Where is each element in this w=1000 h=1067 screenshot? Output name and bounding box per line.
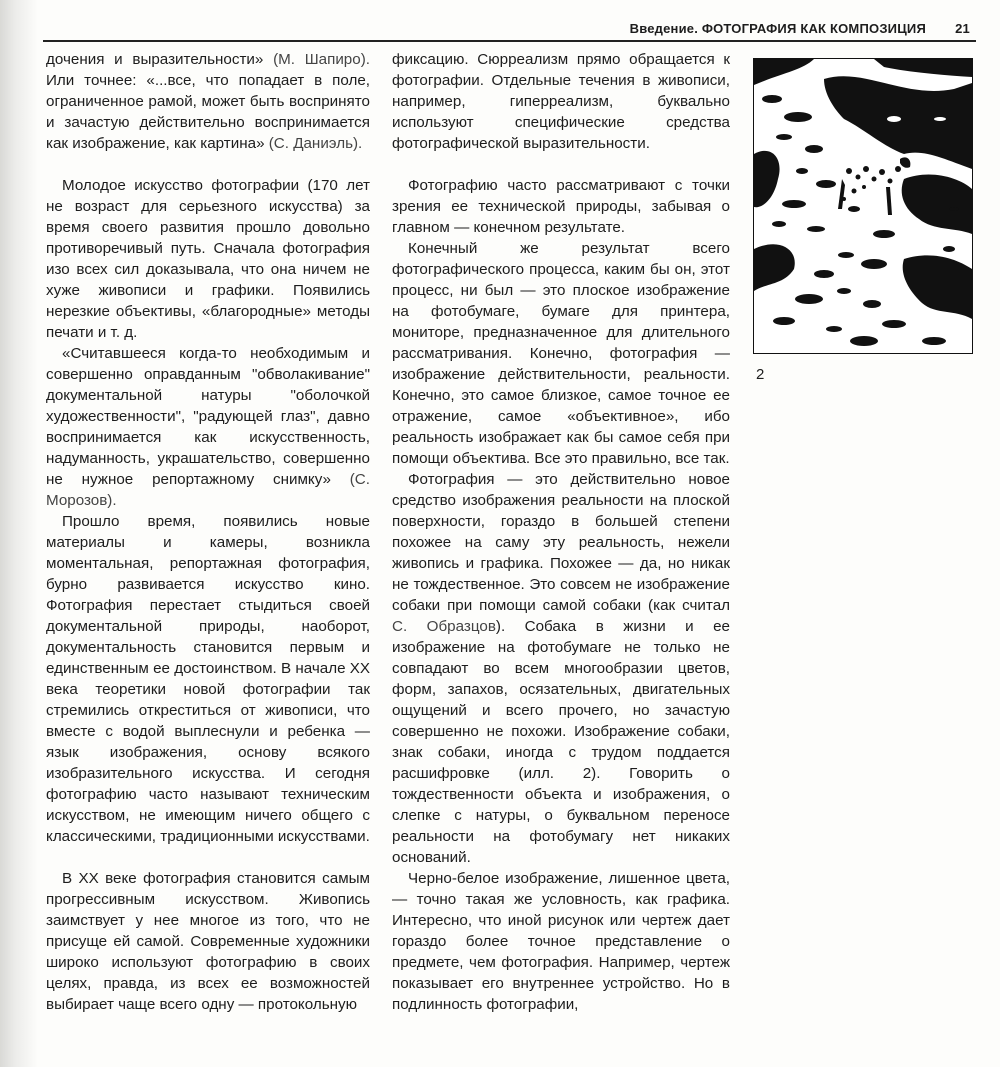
figure-caption: 2 [756, 366, 765, 383]
paragraph: Фотография — это действительно новое средство изображения реальности на плоской поверхности, гораздо в большей степени похожее на саму эту реальность, нежели живопись и графика. Похожее — да, но никак не тождественное. Это совсем не изображение собаки при помощи самой собаки (как считал С. Образцов). Собака в жизни и ее изображение на фотобумаге не только не совпадают во всем многообразии цветов, форм, запахов, осязательных, двигательных ощущений и всего прочего, но зачастую совершенно не похожи. Изображение собаки, знак собаки, иногда с трудом поддается расшифровке (илл. 2). Говорить о тождественности объекта и изображения, о слепке с натуры, о буквальном переносе реальности на фотобумагу нет никаких оснований. [392, 471, 730, 866]
paragraph: Конечный же результат всего фотографического процесса, каким бы он, этот процесс, ни был — это плоское изображение на фотобумаге, бумаге для принтера, мониторе, предназначенное для длительного рассматривания. Конечно, фотография — изображение действительности, реальности. Конечно, это самое близкое, самое точное ее отражение, самое «объективное», ибо реальность изображает как бы самое себя при помощи объектива. Все это правильно, все так. [392, 240, 730, 467]
text-column-left [46, 49, 370, 1015]
citation: (С. Даниэль). [268, 135, 363, 152]
paragraph: «Считавшееся когда-то необходимым и совершенно оправданным "обволакивание" документальной натуры "оболочкой художественности", "радующей глаз", давно воспринимается как искусственность, надуманность, украшательство, совершенно не нужное репортажному снимку» (С. Морозов). [46, 345, 370, 509]
paragraph: Черно-белое изображение, лишенное цвета, — точно такая же условность, как графика. Интересно, что иной рисунок или чертеж дает гораздо более точное представление о предмете, чем фотография. Например, чертеж показывает его внутреннее устройство. Но в подлинность фотографии, [392, 870, 730, 1013]
paragraph: В XX веке фотография становится самым прогрессивным искусством. Живопись заимствует у нее многое из того, что не присуще ей самой. Современные художники широко используют фотографию в своих целях, правда, из всех ее возможностей выбирает чаще всего одну — протокольную [46, 870, 370, 1013]
citation: С. Образцов [392, 618, 496, 635]
dalmatian-high-contrast-image [754, 59, 972, 353]
page-gutter-shadow [0, 0, 38, 1067]
chapter-title: Введение. ФОТОГРАФИЯ КАК КОМПОЗИЦИЯ [629, 21, 926, 36]
running-header [43, 16, 976, 42]
paragraph: Фотографию часто рассматривают с точки зрения ее технической природы, забывая о главном — конечном результате. [392, 177, 730, 236]
page-number: 21 [955, 21, 970, 36]
paragraph: дочения и выразительности» (М. Шапиро). Или точнее: «...все, что попадает в поле, ограниченное рамой, может быть воспринято и зачастую действительно воспринимается как изображение, как картина» (С. Даниэль). [46, 51, 370, 152]
citation: (М. Шапиро). [273, 51, 370, 68]
paragraph: Прошло время, появились новые материалы и камеры, возникла моментальная, репортажная фотография, бурно развивается искусство кино. Фотография перестает стыдиться своей документальной природы, наоборот, документальность становится первым и единственным ее достоинством. В начале XX века теоретики новой фотографии так стремились откреститься от живописи, что вместе с водой выплеснули и ребенка — язык изображения, основу всякого изобразительного искусства. И сегодня фотографию часто называют техническим искусством, не имеющим ничего общего с классическими, традиционными искусствами. [46, 513, 370, 845]
text-column-right [392, 49, 730, 1015]
paragraph: фиксацию. Сюрреализм прямо обращается к фотографии. Отдельные течения в живописи, например, гиперреализм, буквально используют специфические средства фотографической выразительности. [392, 51, 730, 152]
citation: (С. Морозов). [46, 471, 370, 509]
dalmatian-photo [753, 58, 973, 354]
paragraph: Молодое искусство фотографии (170 лет не возраст для серьезного искусства) за время своего развития прошло довольно противоречивый путь. Сначала фотография изо всех сил доказывала, что она ничем не хуже живописи и графики. Появились нерезкие объективы, «благородные» методы печати и т. д. [46, 177, 370, 341]
